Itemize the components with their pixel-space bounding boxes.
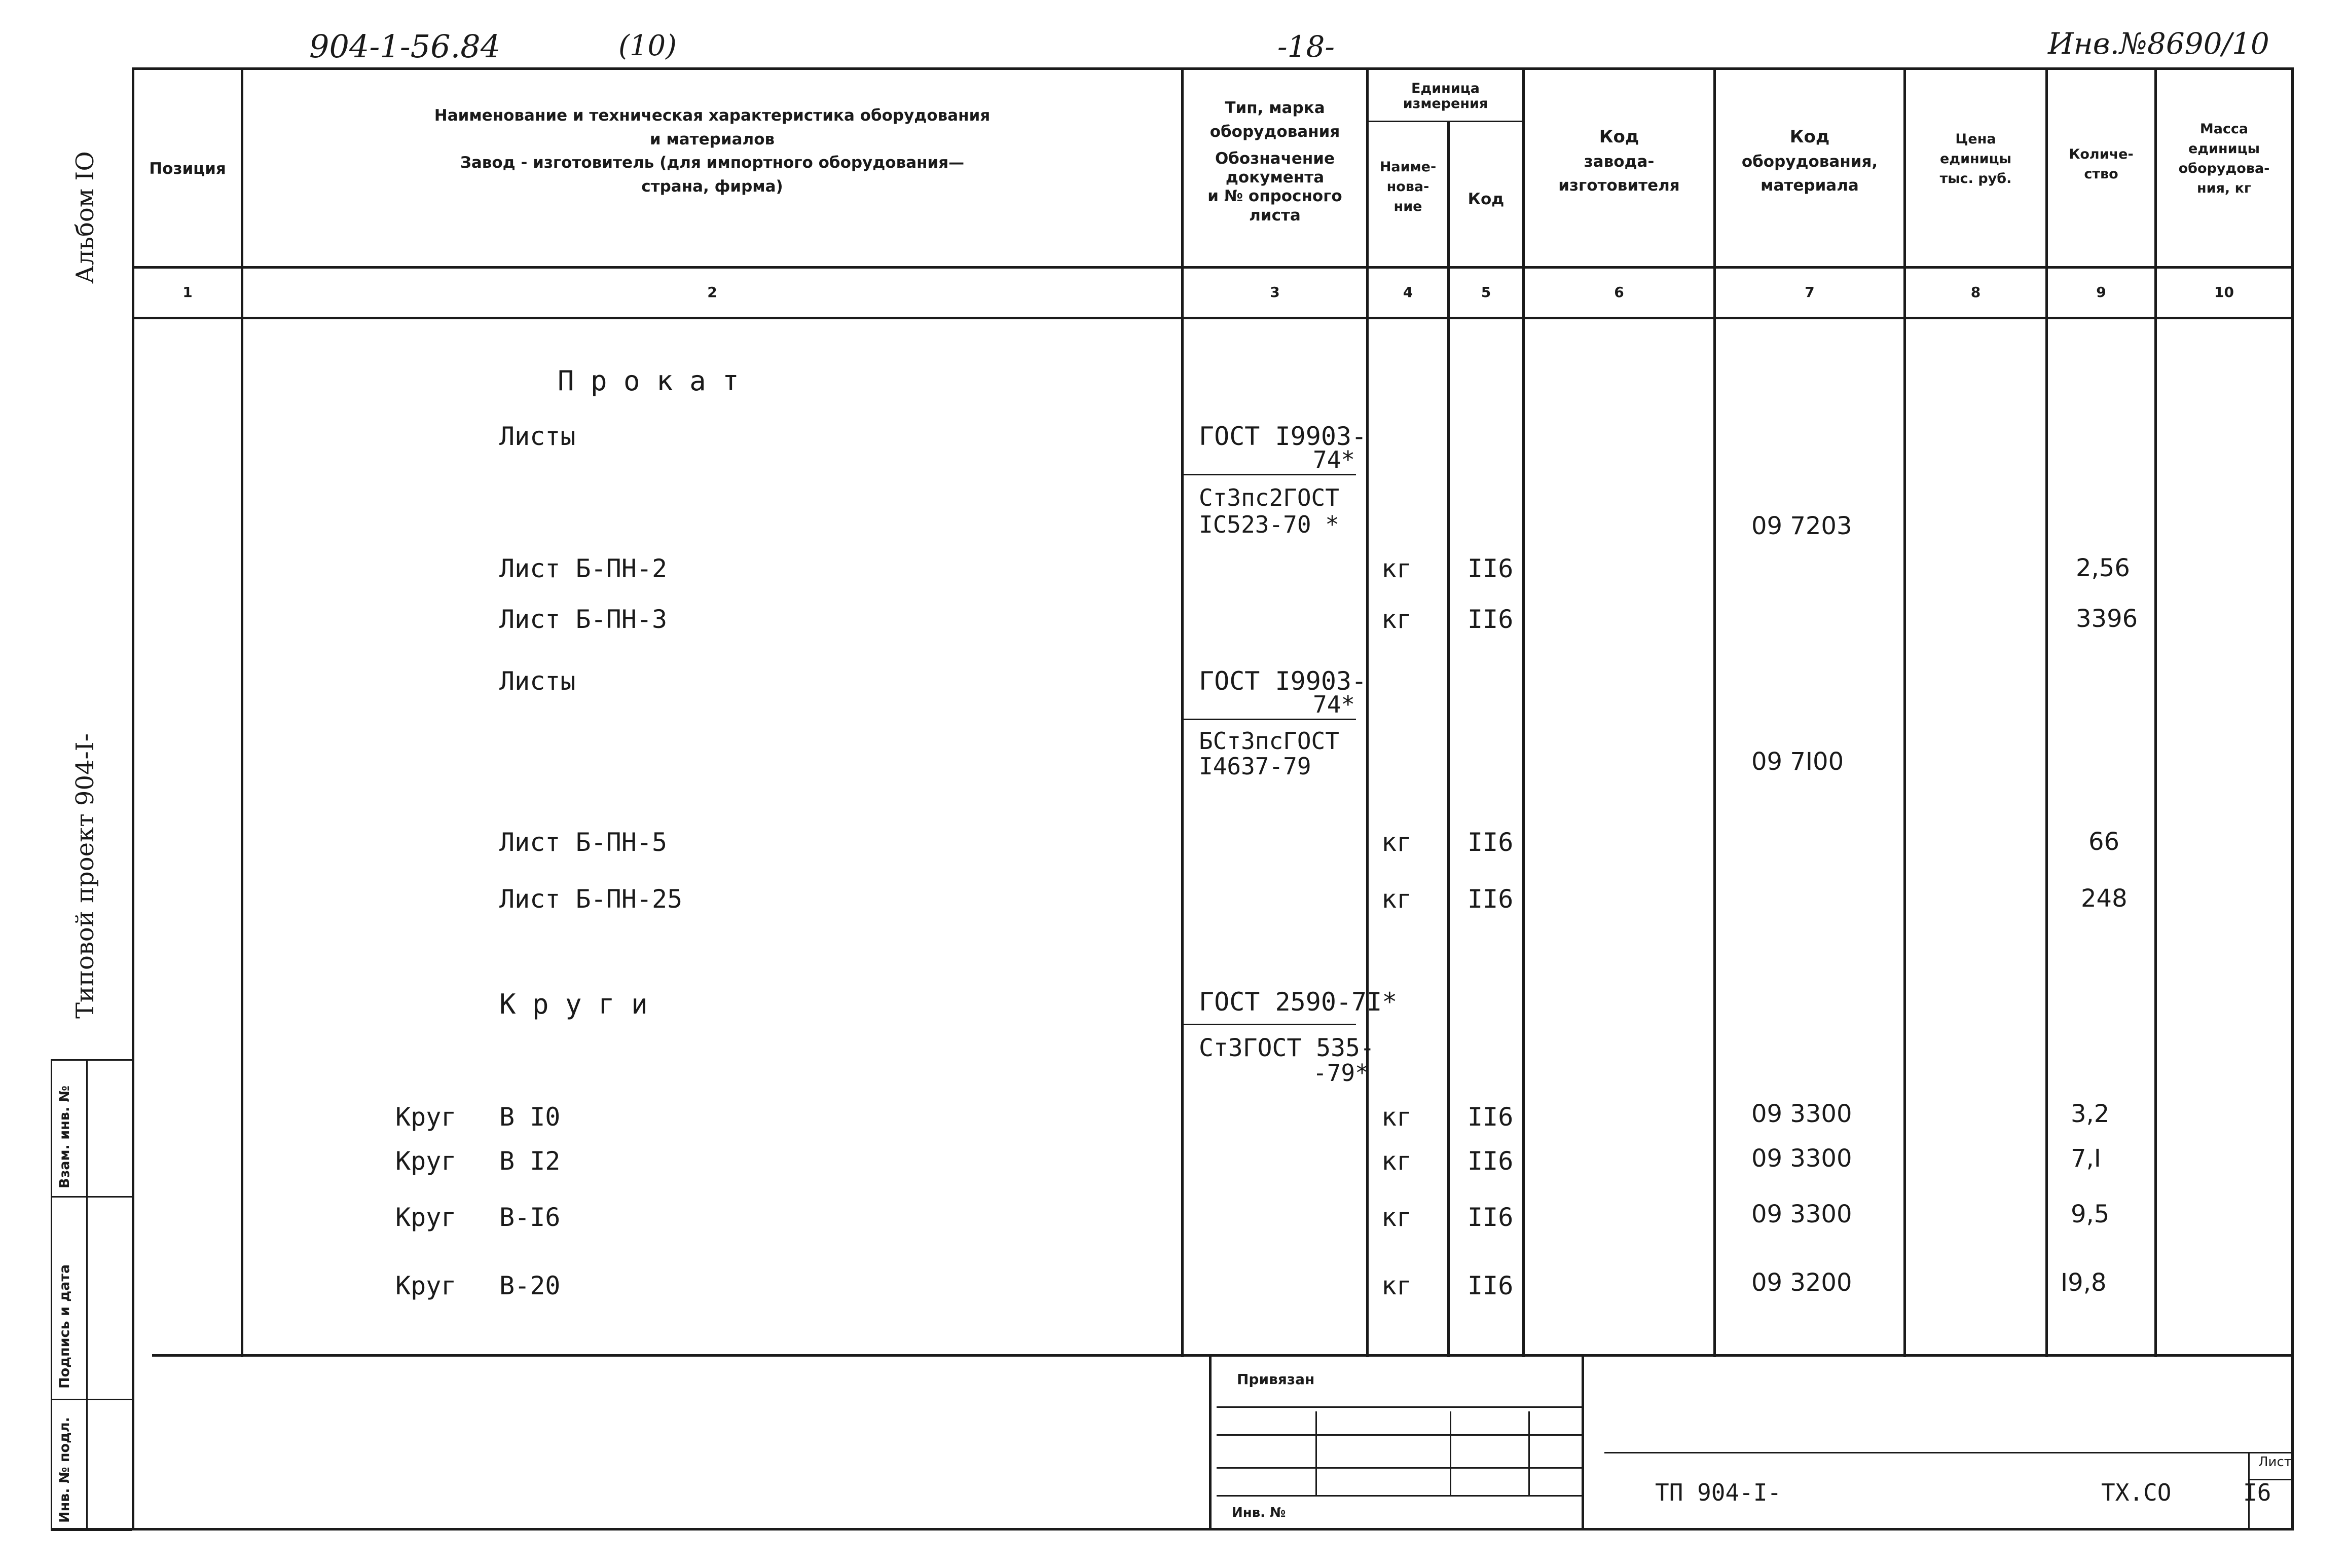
colnum-5: 5 — [1481, 284, 1491, 301]
stamp-vzam-inv: Взам. инв. № — [57, 1085, 72, 1188]
row7-name: В-I6 — [499, 1203, 561, 1232]
header-col8: Цена единицы тыс. руб. — [1939, 131, 2012, 187]
doc-code: ТП 904-I- — [1655, 1479, 1782, 1506]
row5-mat: 09 3300 — [1751, 1100, 1852, 1128]
colnum-6: 6 — [1614, 284, 1624, 301]
project-label: Типовой проект 904-I- — [71, 733, 99, 1019]
col-line-3 — [1366, 67, 1369, 1357]
header-col5: Код — [1468, 190, 1505, 208]
header-col3: Тип, марка оборудования Обозначение документа и № опросного листа — [1207, 99, 1342, 225]
sheet-label: Лист — [2258, 1454, 2292, 1470]
gost-2-line2: 74* — [1313, 691, 1355, 718]
row4-unit: кг — [1381, 884, 1412, 914]
col-line-8 — [2045, 67, 2048, 1357]
footer-top-line — [152, 1354, 2294, 1357]
row1-qty: 2,56 — [2076, 554, 2130, 582]
row4-code: II6 — [1468, 884, 1514, 914]
col-line-1 — [241, 67, 243, 1357]
section-krugi: К р у г и — [499, 988, 648, 1020]
frame-bottom — [51, 1528, 2294, 1530]
privyazan-right — [1582, 1354, 1584, 1530]
frame-top — [132, 67, 2294, 70]
section-prokat: П р о к а т — [558, 365, 739, 397]
row4-name: Лист Б-ПН-25 — [499, 884, 683, 914]
colnum-3: 3 — [1270, 284, 1280, 301]
row6-prefix: Круг — [395, 1146, 457, 1176]
colnum-1: 1 — [182, 284, 193, 301]
row8-code: II6 — [1468, 1271, 1514, 1300]
row4-qty: 248 — [2081, 884, 2128, 913]
gost-2-underline — [1184, 719, 1356, 720]
sheet-number: I6 — [2243, 1479, 2271, 1506]
material-code-2: 09 7I00 — [1751, 748, 1844, 776]
listy-2: Листы — [499, 666, 576, 696]
row6-mat: 09 3300 — [1751, 1144, 1852, 1173]
row7-code: II6 — [1468, 1203, 1514, 1232]
steel-2-line1: БСт3псГОСТ — [1199, 727, 1339, 755]
stamp-inv-podl: Инв. № подл. — [57, 1417, 72, 1523]
row6-qty: 7,I — [2071, 1144, 2101, 1173]
header-col2: Наименование и техническая характеристика оборудования и материалов Завод - изготовитель (для импортного оборудования— страна, фирма) — [434, 106, 991, 196]
col-line-5 — [1522, 67, 1525, 1357]
header-col6: Код завода- изготовителя — [1558, 127, 1680, 195]
col-line-2 — [1181, 67, 1184, 1357]
steel-1-line2: IC523-70 * — [1199, 511, 1339, 538]
row2-code: II6 — [1468, 605, 1514, 634]
top-left-code: 904-1-56.84 — [309, 28, 501, 65]
row7-prefix: Круг — [395, 1203, 457, 1232]
row2-name: Лист Б-ПН-3 — [499, 605, 668, 634]
header-unit-group: Единица измерения — [1403, 81, 1488, 111]
row3-qty: 66 — [2088, 828, 2120, 856]
col-line-4 — [1447, 121, 1450, 1357]
unit-group-line — [1366, 121, 1522, 122]
col-line-7 — [1903, 67, 1906, 1357]
frame-right — [2291, 67, 2294, 1529]
colnum-9: 9 — [2096, 284, 2106, 301]
gost-3-underline — [1184, 1024, 1356, 1025]
doc-mark: ТХ.СО — [2101, 1479, 2172, 1506]
row5-unit: кг — [1381, 1102, 1412, 1132]
page-number: -18- — [1277, 29, 1335, 64]
gost-1-underline — [1184, 474, 1356, 475]
row6-code: II6 — [1468, 1146, 1514, 1176]
row6-unit: кг — [1381, 1146, 1412, 1176]
row8-name: В-20 — [499, 1271, 561, 1300]
listy-1: Листы — [499, 422, 576, 451]
row6-name: В I2 — [499, 1146, 561, 1176]
header-col9: Количе- ство — [2069, 146, 2134, 182]
row7-mat: 09 3300 — [1751, 1200, 1852, 1228]
row8-unit: кг — [1381, 1271, 1412, 1300]
row2-qty: 3396 — [2076, 605, 2138, 633]
material-code-1: 09 7203 — [1751, 512, 1852, 540]
header-col10: Масса единицы оборудова- ния, кг — [2178, 121, 2270, 197]
header-bottom-line — [132, 266, 2294, 269]
row3-code: II6 — [1468, 828, 1514, 857]
row7-qty: 9,5 — [2071, 1200, 2110, 1228]
row5-code: II6 — [1468, 1102, 1514, 1132]
row2-unit: кг — [1381, 605, 1412, 634]
gost-2-line1: ГОСТ I9903- — [1199, 666, 1367, 696]
row5-prefix: Круг — [395, 1102, 457, 1132]
gost-3: ГОСТ 2590-7I* — [1199, 987, 1398, 1017]
col-line-6 — [1713, 67, 1716, 1357]
steel-2-line2: I4637-79 — [1199, 753, 1311, 780]
header-col1: Позиция — [149, 160, 226, 178]
steel-3-line1: Ст3ГОСТ 535- — [1199, 1034, 1375, 1062]
row5-name: В I0 — [499, 1102, 561, 1132]
col-line-9 — [2154, 67, 2157, 1357]
album-label: Альбом IO — [71, 151, 99, 284]
top-right-inventory: Инв.№8690/10 — [2048, 26, 2269, 61]
row3-name: Лист Б-ПН-5 — [499, 828, 668, 857]
row7-unit: кг — [1381, 1203, 1412, 1232]
colnum-7: 7 — [1805, 284, 1815, 301]
row8-qty: I9,8 — [2061, 1268, 2107, 1297]
gost-1-line1: ГОСТ I9903- — [1199, 422, 1367, 451]
steel-3-line2: -79* — [1313, 1059, 1369, 1087]
gost-1-line2: 74* — [1313, 446, 1355, 473]
inv-no-label: Инв. № — [1232, 1505, 1286, 1520]
title-block-line — [1604, 1452, 2294, 1453]
row1-code: II6 — [1468, 554, 1514, 583]
row3-unit: кг — [1381, 828, 1412, 857]
steel-1-line1: Ст3пс2ГОСТ — [1199, 484, 1339, 511]
stamp-podpis-data: Подпись и дата — [57, 1264, 72, 1389]
privyazan-left — [1209, 1354, 1212, 1530]
top-left-paren: (10) — [618, 29, 677, 62]
header-col4: Наиме- нова- ние — [1379, 159, 1437, 215]
row5-qty: 3,2 — [2071, 1100, 2110, 1128]
header-col7: Код оборудования, материала — [1741, 127, 1878, 195]
row1-unit: кг — [1381, 554, 1412, 583]
row1-name: Лист Б-ПН-2 — [499, 554, 668, 583]
row8-prefix: Круг — [395, 1271, 457, 1300]
colnum-8: 8 — [1970, 284, 1981, 301]
colnum-2: 2 — [707, 284, 717, 301]
colnum-10: 10 — [2214, 284, 2234, 301]
colnum-4: 4 — [1403, 284, 1413, 301]
numbers-bottom-line — [132, 317, 2294, 319]
privyazan-label: Привязан — [1237, 1371, 1315, 1388]
row8-mat: 09 3200 — [1751, 1268, 1852, 1297]
